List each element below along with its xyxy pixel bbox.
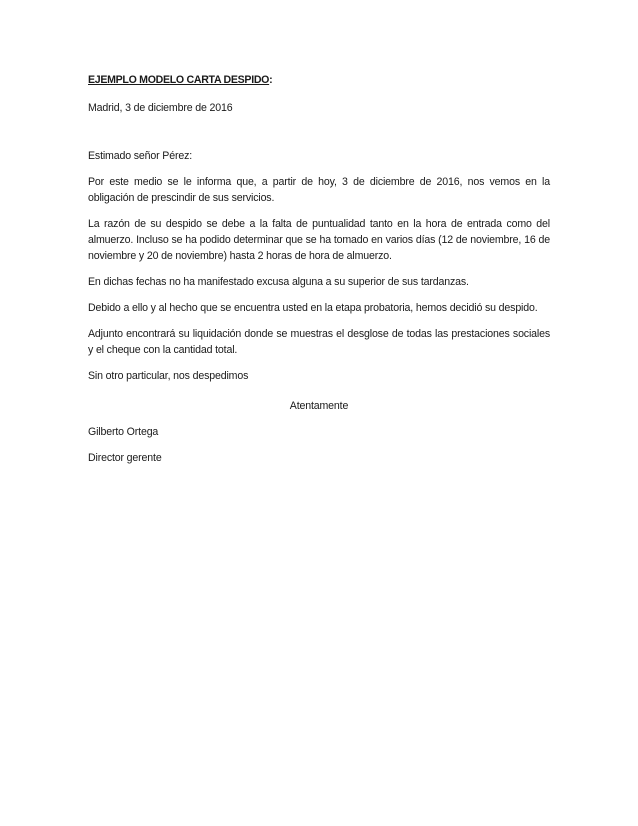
- letter-date: Madrid, 3 de diciembre de 2016: [88, 102, 233, 114]
- signer-name: Gilberto Ortega: [88, 426, 159, 438]
- heading-colon: :: [269, 74, 273, 86]
- signer-title: Director gerente: [88, 452, 162, 464]
- letter-body: [88, 72, 550, 466]
- heading-text: EJEMPLO MODELO CARTA DESPIDO: [88, 74, 270, 86]
- paragraph-notice: Por este medio se le informa que, a partir de hoy, 3 de diciembre de 2016, nos vemos en la obligación de prescindir de sus servicios.: [88, 176, 550, 204]
- paragraph-farewell: Sin otro particular, nos despedimos: [88, 370, 249, 382]
- letter-greeting: Estimado señor Pérez:: [88, 150, 193, 162]
- paragraph-settlement: Adjunto encontrará su liquidación donde se muestras el desglose de todas las prestaciones sociales y el cheque con la cantidad total.: [88, 328, 550, 356]
- letter-closing: Atentamente: [289, 400, 349, 412]
- paragraph-decision: Debido a ello y al hecho que se encuentra usted en la etapa probatoria, hemos decidió su despido.: [88, 302, 538, 314]
- paragraph-no-excuse: En dichas fechas no ha manifestado excusa alguna a su superior de sus tardanzas.: [88, 276, 469, 288]
- paragraph-reason: La razón de su despido se debe a la falta de puntualidad tanto en la hora de entrada como del almuerzo. Incluso se ha podido determinar que se ha tomado en varios días (12 de noviembre, 16 de noviembre y 20 de noviembre) hasta 2 horas de hora de almuerzo.: [88, 218, 550, 262]
- letter-heading: [88, 72, 550, 88]
